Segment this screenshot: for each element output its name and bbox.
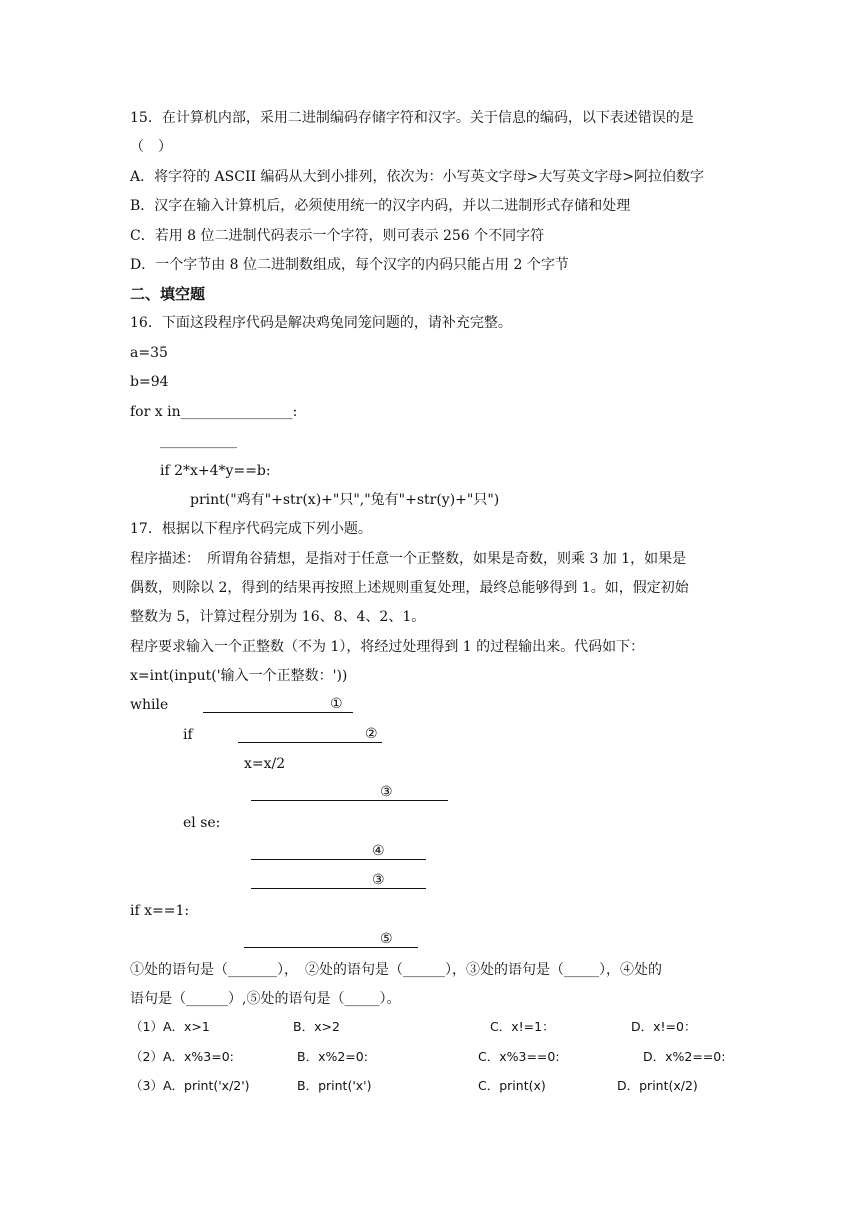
- choice-3-c: C．print(x): [478, 1078, 546, 1093]
- q16-code-blank: ___________: [160, 433, 237, 449]
- choice-1-a: （1）A．x>1: [130, 1019, 210, 1034]
- q15-stem-line1: 15．在计算机内部，采用二进制编码存储字符和汉字。关于信息的编码，以下表述错误的是: [130, 110, 694, 126]
- q15-option-d: D．一个字节由 8 位二进制数组成，每个汉字的内码只能占用 2 个字节: [130, 257, 569, 273]
- q17-code-while: while: [130, 697, 169, 713]
- blank-marker-2: ②: [365, 726, 378, 742]
- blank-marker-3b: ③: [372, 872, 385, 888]
- choice-1-c: C．x!=1：: [490, 1019, 555, 1034]
- q16-code-b: b=94: [130, 374, 169, 390]
- section-heading: 二、填空题: [130, 285, 206, 303]
- choice-3-d: D．print(x/2): [617, 1078, 698, 1093]
- q15-option-b: B．汉字在输入计算机后，必须使用统一的汉字内码，并以二进制形式存储和处理: [130, 198, 631, 214]
- q16-code-for: for x in________________:: [130, 404, 298, 420]
- q17-fill-line2: 语句是（______）,⑤处的语句是（_____）。: [130, 991, 401, 1007]
- blank-marker-5: ⑤: [380, 931, 393, 947]
- q17-requirement: 程序要求输入一个正整数（不为 1），将经过处理得到 1 的过程输出来。代码如下：: [130, 639, 645, 655]
- choice-2-d: D．x%2==0:: [643, 1049, 726, 1064]
- blank-marker-3: ③: [380, 784, 393, 800]
- blank-line-4: [251, 843, 426, 860]
- choice-2-a: （2）A．x%3=0:: [130, 1049, 234, 1064]
- q15-option-a: A．将字符的 ASCII 编码从大到小排列，依次为：小写英文字母>大写英文字母>阿拉伯数字: [130, 169, 704, 185]
- choice-2-c: C．x%3==0:: [478, 1049, 560, 1064]
- q17-code-input: x=int(input('输入一个正整数：')): [130, 668, 348, 684]
- choice-1-d: D．x!=0：: [631, 1019, 697, 1034]
- q16-code-print: print("鸡有"+str(x)+"只","兔有"+str(y)+"只"): [190, 492, 500, 508]
- q15-stem-line2: （ ）: [130, 139, 172, 155]
- q17-code-ifx: if x==1:: [130, 903, 190, 919]
- q16-stem: 16．下面这段程序代码是解决鸡兔同笼问题的，请补充完整。: [130, 315, 512, 331]
- q17-desc-line2: 偶数，则除以 2，得到的结果再按照上述规则重复处理，最终总能够得到 1。如，假定初始: [130, 580, 689, 596]
- q17-code-if: if: [183, 727, 193, 743]
- blank-line-3b: [251, 872, 426, 889]
- q16-code-a: a=35: [130, 345, 168, 361]
- q17-desc-line1: 程序描述： 所谓角谷猜想，是指对于任意一个正整数，如果是奇数，则乘 3 加 1，如果是: [130, 551, 687, 567]
- q17-fill-line1: ①处的语句是（_______）， ②处的语句是（______），③处的语句是（_____），④处的: [130, 962, 662, 978]
- blank-marker-4: ④: [372, 843, 385, 859]
- choice-3-a: （3）A．print('x/2'): [130, 1078, 250, 1093]
- blank-line-2: [238, 726, 382, 743]
- choice-2-b: B．x%2=0:: [297, 1049, 368, 1064]
- q17-code-div: x=x/2: [244, 756, 286, 772]
- blank-marker-1: ①: [330, 696, 343, 712]
- q17-code-else: el se:: [183, 815, 221, 831]
- q17-stem: 17．根据以下程序代码完成下列小题。: [130, 521, 372, 537]
- choice-1-b: B．x>2: [293, 1019, 340, 1034]
- q16-code-if: if 2*x+4*y==b:: [160, 463, 271, 479]
- choice-3-b: B．print('x'): [297, 1078, 372, 1093]
- blank-line-3: [251, 784, 448, 801]
- q15-option-c: C．若用 8 位二进制代码表示一个字符，则可表示 256 个不同字符: [130, 228, 545, 244]
- q17-desc-line3: 整数为 5，计算过程分别为 16、8、4、2、1。: [130, 609, 426, 625]
